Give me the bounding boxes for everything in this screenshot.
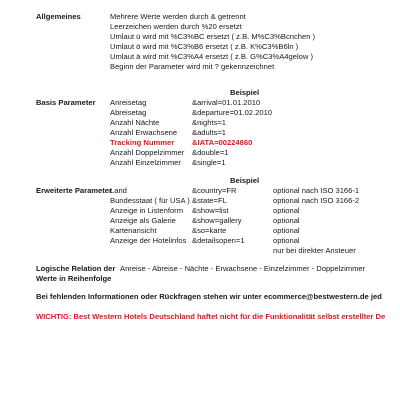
param-name: Anzeige der Hotelinfos (110, 236, 187, 245)
param-note: optional nach ISO 3166-2 (273, 196, 360, 205)
param-example: &country=FR (192, 186, 237, 195)
param-name: Anzahl Einzelzimmer (110, 158, 181, 167)
general-line: Umlaut ö wird mit %C3%B6 ersetzt ( z.B. K%C3%B6ln ) (110, 42, 299, 51)
param-name: Anzeige als Galerie (110, 216, 176, 225)
param-example: &show=list (192, 206, 229, 215)
extended-example-header: Beispiel (230, 176, 260, 185)
param-example: &arrival=01.01.2010 (192, 98, 261, 107)
warning-note: WICHTIG: Best Western Hotels Deutschland haftet nicht für die Funktionalität selbst erstellter De (36, 312, 386, 321)
param-note: optional (273, 226, 300, 235)
logic-value: Anreise - Abreise - Nächte - Erwachsene - Einzelzimmer - Doppelzimmer (120, 264, 366, 273)
param-example: &show=gallery (192, 216, 242, 225)
extra-note: nur bei direkter Ansteuer (273, 246, 356, 255)
param-note: optional (273, 206, 300, 215)
param-example: &adults=1 (192, 128, 226, 137)
param-note: optional nach ISO 3166-1 (273, 186, 360, 195)
param-example: &nights=1 (192, 118, 226, 127)
param-example: &single=1 (192, 158, 226, 167)
param-name: Anzahl Doppelzimmer (110, 148, 185, 157)
param-name: Anzahl Erwachsene (110, 128, 178, 137)
param-name: Anreisetag (110, 98, 147, 107)
general-line: Mehrere Werte werden durch & getrennt (110, 12, 246, 21)
param-name: Bundesstaat ( für USA ) (110, 196, 190, 205)
param-note: optional (273, 216, 300, 225)
param-example: &double=1 (192, 148, 229, 157)
section-label-basic: Basis Parameter (36, 98, 96, 107)
general-line: Leerzeichen werden durch %20 ersetzt (110, 22, 242, 31)
section-label-logic-2: Werte in Reihenfolge (36, 274, 112, 283)
param-name: Kartenansicht (110, 226, 157, 235)
section-label-extended: Erweiterte Parameter (36, 186, 112, 195)
param-example: &detailsopen=1 (192, 236, 245, 245)
param-name: Land (110, 186, 127, 195)
section-label-general: Allgemeines (36, 12, 81, 21)
contact-note: Bei fehlenden Informationen oder Rückfragen stehen wir unter ecommerce@bestwestern.de jed (36, 292, 382, 301)
param-example: &so=karte (192, 226, 227, 235)
param-note: optional (273, 236, 300, 245)
param-name: Anzahl Nächte (110, 118, 160, 127)
param-example: &state=FL (192, 196, 227, 205)
basic-example-header: Beispiel (230, 88, 260, 97)
param-name: Abreisetag (110, 108, 147, 117)
tracking-param-example: &IATA=00224860 (192, 138, 253, 147)
param-example: &departure=01.02.2010 (192, 108, 273, 117)
general-line: Umlaut ä wird mit %C3%A4 ersetzt ( z.B. G%C3%A4gelow ) (110, 52, 313, 61)
general-line: Beginn der Parameter wird mit ? gekennzeichnet (110, 62, 275, 71)
general-line: Umlaut ü wird mit %C3%BC ersetzt ( z.B. M%C3%Bcnchen ) (110, 32, 316, 41)
tracking-param-name: Tracking Nummer (110, 138, 175, 147)
section-label-logic-1: Logische Relation der (36, 264, 116, 273)
param-name: Anzeige in Listenform (110, 206, 184, 215)
